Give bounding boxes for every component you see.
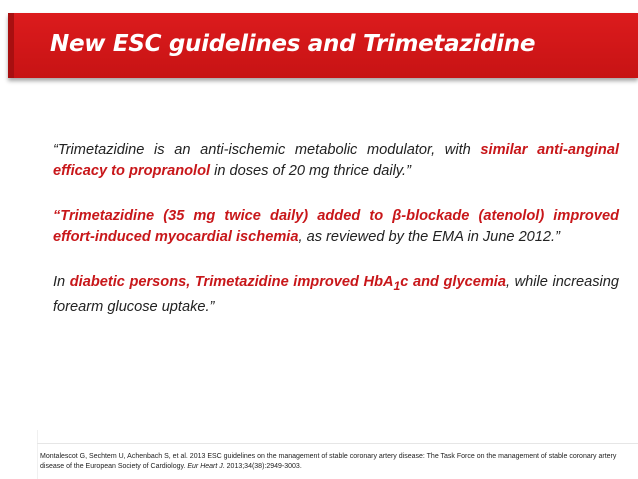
- slide-body: [53, 140, 619, 342]
- quote-paragraph-3: [53, 272, 619, 318]
- title-bar: [8, 13, 638, 78]
- reference-journal: Eur Heart J: [187, 463, 223, 470]
- footer-divider: [37, 443, 638, 444]
- paragraph-3-highlight-a: diabetic persons, Trimetazidine improved HbA: [69, 274, 394, 290]
- quote-paragraph-2: [53, 206, 619, 248]
- paragraph-3-highlight-subscript: 1: [393, 278, 401, 293]
- footer-left-rule: [37, 430, 38, 479]
- reference-authors: Montalescot G, Sechtem U, Achenbach S, et al. 2013 ESC guidelines on the management of stable coronary artery disease: The Task Force on the management of stable coronary artery disease of the European Society of Cardiology.: [40, 453, 617, 470]
- paragraph-1-text-b: in doses of 20 mg thrice daily.”: [210, 163, 411, 179]
- slide-title: New ESC guidelines and Trimetazidine: [50, 31, 536, 57]
- quote-paragraph-1: [53, 140, 619, 182]
- title-accent: [8, 13, 14, 78]
- paragraph-1-highlight: similar anti-anginal efficacy to propranolol: [53, 142, 619, 179]
- paragraph-2-highlight: “Trimetazidine (35 mg twice daily) added to β-blockade (atenolol) improved effort-induced myocardial ischemia: [53, 208, 619, 245]
- paragraph-3-text-b: , while increasing forearm glucose uptake.”: [53, 274, 619, 315]
- reference-citation-details: . 2013;34(38):2949-3003.: [222, 463, 302, 470]
- paragraph-3-text-a: In: [53, 274, 70, 290]
- paragraph-2-text-b: , as reviewed by the EMA in June 2012.”: [298, 229, 560, 245]
- paragraph-1-text-a: “Trimetazidine is an anti-ischemic metabolic modulator, with: [53, 142, 481, 158]
- reference-citation: [40, 452, 632, 472]
- paragraph-3-highlight-b: c and glycemia: [400, 274, 506, 290]
